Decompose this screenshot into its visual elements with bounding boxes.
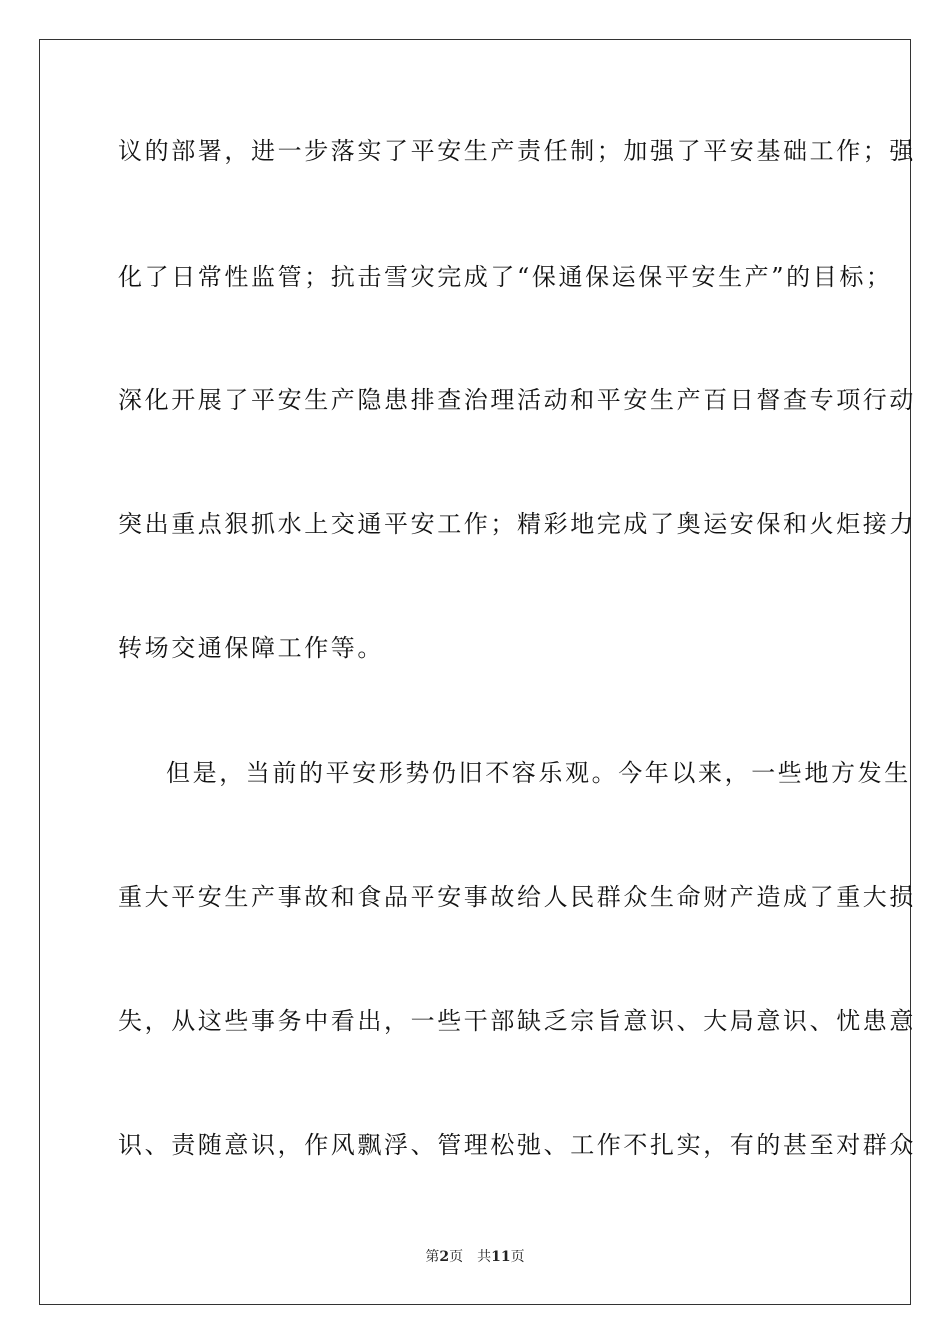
total-pages: 11 xyxy=(491,1249,511,1265)
text-line-2: 化了日常性监管；抗击雪灾完成了“保通保运保平安生产”的目标； xyxy=(118,263,893,291)
page-number-label: 第2页 xyxy=(425,1249,464,1265)
text-line-5: 转场交通保障工作等。 xyxy=(118,634,384,662)
text-line-1: 议的部署，进一步落实了平安生产责任制；加强了平安基础工作；强 xyxy=(118,137,916,165)
text-line-4: 突出重点狠抓水上交通平安工作；精彩地完成了奥运安保和火炬接力 xyxy=(118,510,916,538)
text-line-9: 识、责随意识，作风飘浮、管理松弛、工作不扎实，有的甚至对群众 xyxy=(118,1131,916,1159)
total-pages-label: 共11页 xyxy=(477,1249,525,1265)
text-line-3: 深化开展了平安生产隐患排查治理活动和平安生产百日督查专项行动 xyxy=(118,386,916,414)
page-footer xyxy=(0,1248,950,1266)
text-line-7: 重大平安生产事故和食品平安事故给人民群众生命财产造成了重大损 xyxy=(118,883,916,911)
text-line-8: 失，从这些事务中看出，一些干部缺乏宗旨意识、大局意识、忧患意 xyxy=(118,1007,916,1035)
page-border xyxy=(39,39,911,1305)
page-number: 2 xyxy=(439,1249,450,1265)
text-line-6: 但是，当前的平安形势仍旧不容乐观。今年以来，一些地方发生 xyxy=(166,759,911,787)
